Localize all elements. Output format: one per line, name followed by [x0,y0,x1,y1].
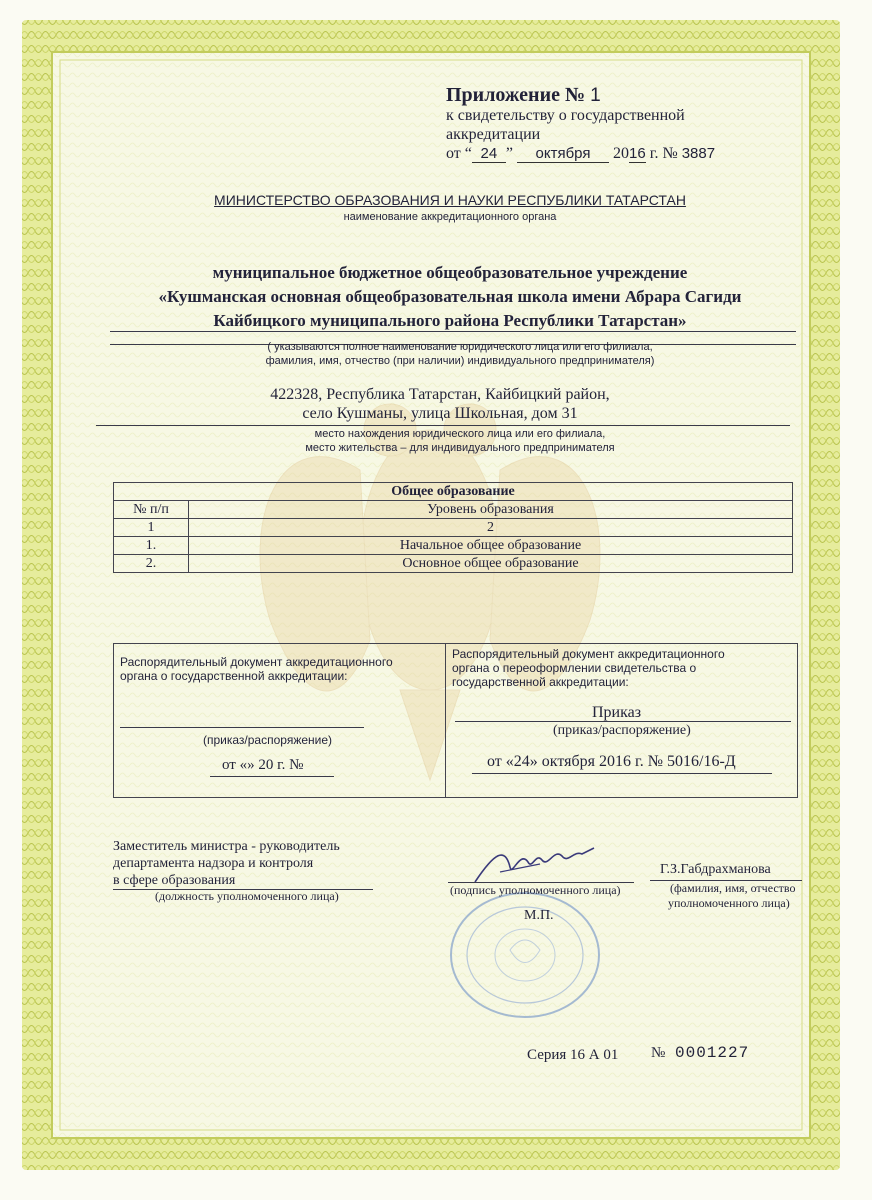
series-label: Серия 16 А 01 [527,1047,619,1063]
index-cell-level: 2 [189,519,793,537]
address-caption-line2: место жительства – для индивидуального предпринимателя [305,442,615,454]
signer-position-caption: (должность уполномоченного лица) [155,889,339,903]
signer-name-caption-line1: (фамилия, имя, отчество [670,881,796,895]
signature-caption: (подпись уполномоченного лица) [450,883,621,897]
authority-caption: наименование аккредитационного органа [343,211,557,223]
education-table [113,482,793,573]
left-doc-date-line: от «» 20 г. № [222,757,304,773]
signer-position-line2: департамента надзора и контроля [113,856,314,871]
documents-divider [445,644,446,797]
column-header-number: № п/п [114,501,189,519]
education-table-header-row [114,501,793,519]
official-stamp [440,880,610,1020]
signer-name-caption-line2: уполномоченного лица) [668,896,790,910]
education-table-title-row [114,483,793,501]
row-number: 2. [114,555,189,573]
address-underline [96,425,790,426]
education-table-title: Общее образование [114,483,793,501]
right-doc-text-line2: органа о переоформлении свидетельства о [452,661,697,675]
appendix-date-line [446,145,715,163]
right-doc-text-line3: государственной аккредитации: [452,675,629,689]
left-doc-text-line1: Распорядительный документ аккредитационного [120,655,393,669]
organization-caption-line1: ( указываются полное наименование юридического лица или его филиала, [267,341,653,353]
certificate-number: 3887 [681,145,716,162]
date-prefix: от [446,145,461,162]
index-cell-number: 1 [114,519,189,537]
signer-position-line1: Заместитель министра - руководитель [113,839,340,854]
row-number: 1. [114,537,189,555]
address-line1: 422328, Республика Татарстан, Кайбицкий район, [270,386,610,403]
right-doc-date-line: от «24» октября 2016 г. № 5016/16-Д [487,753,736,770]
date-open-quote: “ [464,145,472,162]
date-day: 24 [472,145,506,163]
organization-line1: муниципальное бюджетное общеобразовательное учреждение [212,263,688,282]
right-doc-caption: (приказ/распоряжение) [553,723,691,738]
address-caption-line1: место нахождения юридического лица или его филиала, [314,428,606,440]
date-close-quote: ” [505,145,513,162]
appendix-subtitle-line1: к свидетельству о государственной [446,107,685,124]
appendix-subtitle-line2: аккредитации [446,126,541,143]
appendix-title [446,84,601,107]
left-doc-underline [120,727,364,728]
right-doc-type: Приказ [592,704,642,721]
year-prefix: 20 [613,145,629,162]
series-number-label: № [651,1045,666,1061]
left-doc-date-underline [210,776,334,777]
organization-line2: «Кушманская основная общеобразовательная школа имени Абрара Сагиди [158,287,742,306]
signer-position-line3: в сфере образования [113,873,236,888]
column-header-level: Уровень образования [189,501,793,519]
right-doc-date-underline [472,773,772,774]
authority-name: МИНИСТЕРСТВО ОБРАЗОВАНИЯ И НАУКИ РЕСПУБЛИКИ ТАТАРСТАН [214,192,686,208]
stamp-label: М.П. [524,908,554,923]
date-month: октября [517,145,609,163]
row-level: Начальное общее образование [189,537,793,555]
right-doc-underline [455,721,791,722]
organization-underline [110,331,796,332]
address-line2: село Кушманы, улица Школьная, дом 31 [302,405,578,422]
appendix-number: 1 [590,85,601,106]
organization-line3: Кайбицкого муниципального района Республики Татарстан» [213,311,687,330]
appendix-title-text: Приложение № [446,84,586,106]
table-row [114,555,793,573]
row-level: Основное общее образование [189,555,793,573]
left-doc-caption: (приказ/распоряжение) [203,733,333,747]
series-number: 0001227 [675,1044,750,1062]
year-suffix: 16 [629,145,646,162]
table-row [114,537,793,555]
education-table-index-row [114,519,793,537]
right-doc-text-line1: Распорядительный документ аккредитационного [452,647,725,661]
organization-caption-line2: фамилия, имя, отчество (при наличии) индивидуального предпринимателя) [265,355,655,367]
left-doc-text-line2: органа о государственной аккредитации: [120,669,348,683]
signer-name: Г.З.Габдрахманова [660,862,771,877]
number-label: г. № [649,145,678,162]
